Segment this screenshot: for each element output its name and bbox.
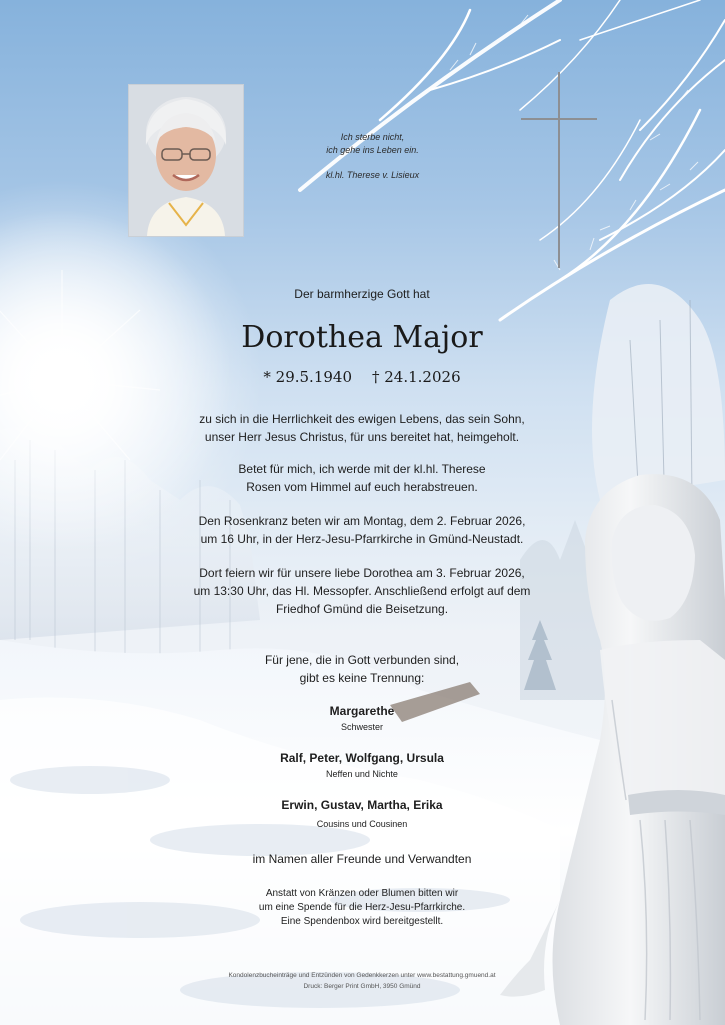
paragraph-union xyxy=(152,651,572,687)
mourner-group xyxy=(162,703,562,734)
paragraph-mass xyxy=(152,564,572,618)
friends-line: im Namen aller Freunde und Verwandten xyxy=(252,852,472,866)
paragraph-line: Betet für mich, ich werde mit der kl.hl. Therese xyxy=(238,462,486,476)
memorial-quote xyxy=(270,131,475,182)
donation-line: Eine Spendenbox wird bereitgestellt. xyxy=(280,916,444,927)
paragraph-line: Friedhof Gmünd die Beisetzung. xyxy=(275,602,449,616)
mourner-group xyxy=(162,797,562,831)
life-dates xyxy=(162,366,562,388)
paragraph-line: Den Rosenkranz beten wir am Montag, dem 2. Februar 2026, xyxy=(198,514,526,528)
paragraph-line: zu sich in die Herrlichkeit des ewigen Lebens, das sein Sohn, xyxy=(199,412,525,426)
paragraph-prayer xyxy=(152,460,572,496)
paragraph-rosary xyxy=(152,512,572,548)
mourner-relation: Neffen und Nichte xyxy=(326,769,398,779)
donation-line: Anstatt von Kränzen oder Blumen bitten wir xyxy=(265,888,459,899)
paragraph-line: Für jene, die in Gott verbunden sind, xyxy=(264,653,460,667)
footer-line: Druck: Berger Print GmbH, 3950 Gmünd xyxy=(303,983,421,990)
paragraph-line: Rosen vom Himmel auf euch herabstreuen. xyxy=(246,480,478,494)
paragraph-line: unser Herr Jesus Christus, für uns bereitet hat, heimgeholt. xyxy=(204,430,520,444)
mourner-names: Margarethe xyxy=(329,704,395,718)
footer-print-info xyxy=(162,970,562,992)
birth-date: * 29.5.1940 xyxy=(263,368,352,386)
footer-line: Kondolenzbucheinträge und Entzünden von Gedenkkerzen unter www.bestattung.gmuend.at xyxy=(228,972,496,979)
paragraph-homecoming xyxy=(152,410,572,446)
portrait-photo xyxy=(128,84,244,237)
quote-line: Ich sterbe nicht, xyxy=(340,132,405,142)
quote-line: ich gehe ins Leben ein. xyxy=(326,145,419,155)
paragraph-line: Dort feiern wir für unsere liebe Dorothea am 3. Februar 2026, xyxy=(199,566,525,580)
intro-text: Der barmherzige Gott hat xyxy=(294,287,430,301)
mourner-relation: Cousins und Cousinen xyxy=(316,819,408,829)
mourner-names: Erwin, Gustav, Martha, Erika xyxy=(281,798,443,812)
quote-source: kl.hl. Therese v. Lisieux xyxy=(325,170,420,180)
paragraph-line: gibt es keine Trennung: xyxy=(299,671,425,685)
donation-note xyxy=(162,887,562,929)
mourner-group xyxy=(162,750,562,781)
paragraph-line: um 13:30 Uhr, das Hl. Messopfer. Anschließend erfolgt auf dem xyxy=(193,584,531,598)
paragraph-line: um 16 Uhr, in der Herz-Jesu-Pfarrkirche in Gmünd-Neustadt. xyxy=(200,532,524,546)
deceased-name: Dorothea Major xyxy=(241,320,483,355)
mourner-names: Ralf, Peter, Wolfgang, Ursula xyxy=(280,751,444,765)
mourner-relation: Schwester xyxy=(340,722,384,732)
donation-line: um eine Spende für die Herz-Jesu-Pfarrkirche. xyxy=(258,902,466,913)
death-date: † 24.1.2026 xyxy=(372,368,461,386)
